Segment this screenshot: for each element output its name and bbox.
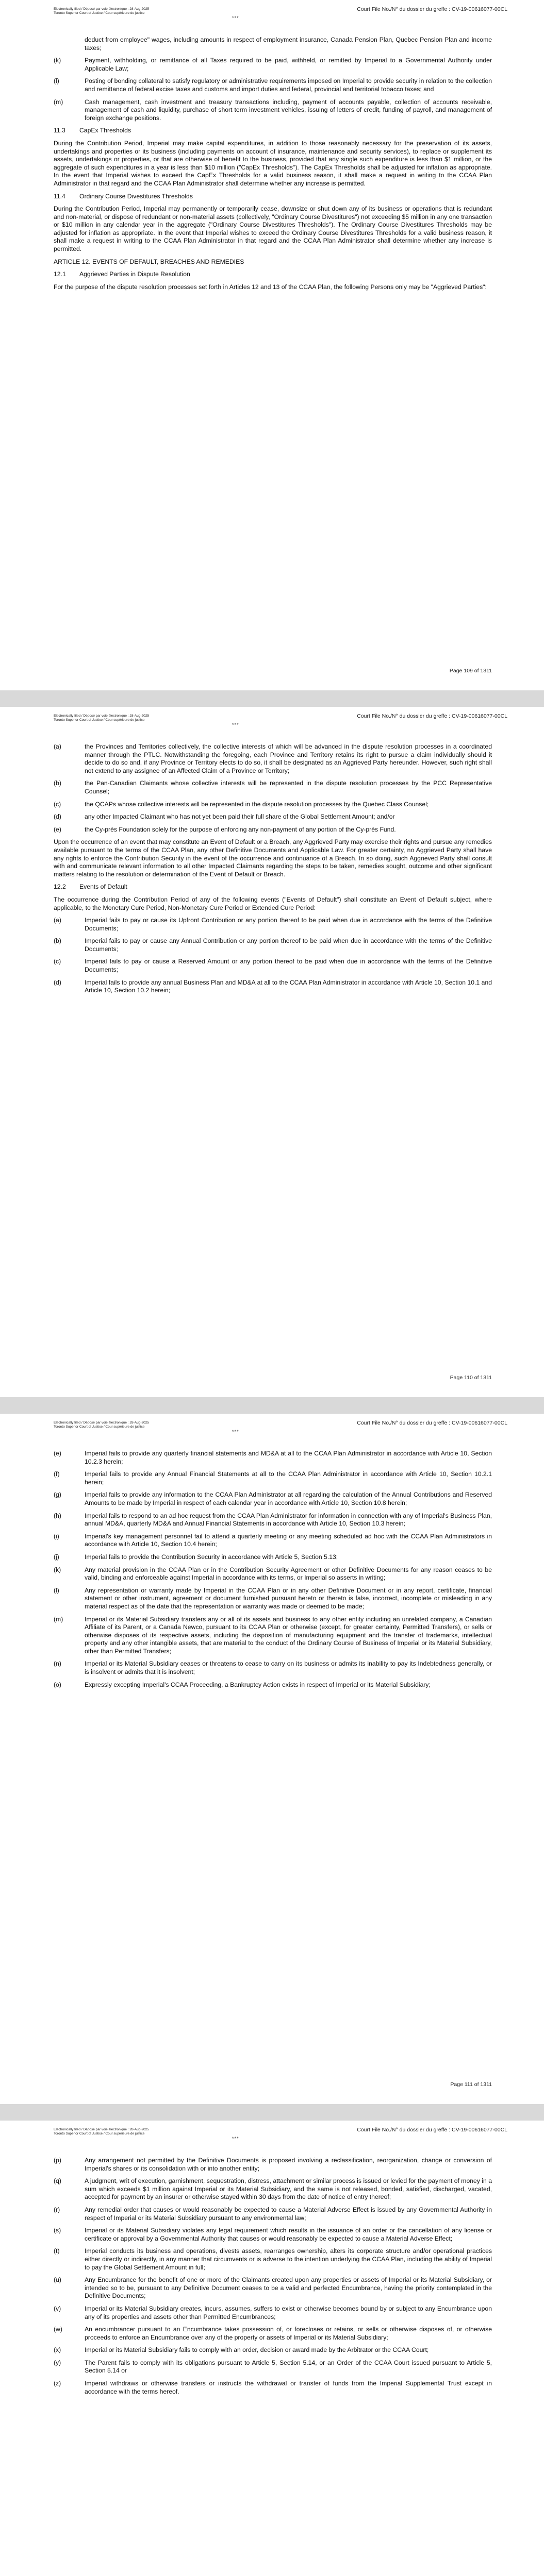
section-title: Ordinary Course Divestitures Thresholds [79, 192, 193, 200]
filing-stamp-line: Toronto Superior Court of Justice / Cour supérieure de justice [54, 1425, 145, 1429]
filing-stamp-line: Electronically filed / Déposé par voie électronique : 28-Aug-2025 [54, 1421, 149, 1425]
list-item-label: (s) [54, 2227, 61, 2234]
header-separator: *** [232, 722, 239, 727]
list-item [54, 743, 492, 775]
paragraph: Upon the occurrence of an event that may constitute an Event of Default or a Breach, any Aggrieved Party may exercise their rights and pursue any remedies available pursuant to the terms of the CCAA Plan, any other Definitive Documents and Applicable Law. For greater certainty, no Aggrieved Party shall have any rights to enforce the Contribution Security in the event of the occurrence and continuance of a Breach. In so doing, such Aggrieved Party shall consult with and communicate relevant information to all other Impacted Claimants regarding the steps to be taken, remedies sought, outcome and other significant matters relating to the resolution or determination of the Event of Default or Breach. [54, 838, 492, 878]
list-item [54, 801, 492, 809]
section-title: Aggrieved Parties in Dispute Resolution [79, 270, 190, 278]
list-item-text: The Parent fails to comply with its obligations pursuant to Article 5, Section 5.14, or an Order of the CCAA Court issued pursuant to Article 5, Section 5.14 or [85, 2359, 492, 2375]
list-item-label: (b) [54, 779, 61, 787]
list-item-text: Imperial's key management personnel fail to attend a quarterly meeting or any meeting scheduled ad hoc with the CCAA Plan Administrators in accordance with Article 10, Section 10.4 herein; [85, 1532, 492, 1548]
list-item-label: (n) [54, 1660, 61, 1668]
page-body [54, 1450, 492, 1693]
page-body [54, 743, 492, 999]
list-item [54, 958, 492, 974]
list-item-text: Imperial fails to provide any annual Business Plan and MD&A at all to the CCAA Plan Administrator in accordance with Article 10, Section 10.1 and Article 10, Section 10.2 herein; [85, 978, 492, 994]
section-heading [54, 193, 492, 201]
list-item [54, 2305, 492, 2321]
list-item-label: (h) [54, 1512, 61, 1519]
filing-stamp-line: Toronto Superior Court of Justice / Cour supérieure de justice [54, 718, 145, 722]
list-item-text: Imperial fails to pay or cause its Upfront Contribution or any portion thereof to be paid when due in accordance with the terms of the Definitive Documents; [85, 917, 492, 932]
list-item-text: Imperial or its Material Subsidiary violates any legal requirement which results in the issuance of an order or the cancellation of any license or certificate or approval by a Governmental Authority that causes or would reasonably be expected to cause a Material Adverse Effect; [85, 2227, 492, 2242]
paragraph: During the Contribution Period, Imperial may make capital expenditures, in addition to those reasonably necessary for the preservation of its assets, undertakings and properties or its business (including payments on account of insurance, maintenance and security services), to replace or supplement its assets, undertakings or properties, or that are otherwise of benefit to the business, provided that any single such expenditure is less than $1 million, or the aggregate of such expenditures in a year is less than $10 million ("CapEx Thresholds"). The CapEx Thresholds shall be adjusted for inflation as appropriate. In the event that Imperial wishes to exceed the CapEx Thresholds for a valid business reason, it shall make a request in writing to the CCAA Plan Administrator in that regard and the CCAA Plan Administrator shall determine whether any increase is permitted. [54, 139, 492, 187]
list-item-text: Imperial or its Material Subsidiary transfers any or all of its assets and business to any other entity including an unrelated company, a Canadian Affiliate of its Parent, or a Canada Newco, pursuant to its CCAA Plan or otherwise (except, for greater certainty, Permitted Transfers), or sells or otherwise disposes of its respective assets, including the disposition of manufacturing equipment and the transfer of trademarks, intellectual property and any other intangible assets, that are material to the conduct of the Ordinary Course of Business of Imperial or its Material Subsidiary, other than Permitted Transfers; [85, 1615, 492, 1655]
list-item-label: (w) [54, 2326, 62, 2333]
list-item-label [54, 36, 85, 52]
list-item-text: Any Encumbrance for the benefit of one or more of the Claimants created upon any properties or assets of Imperial or its Material Subsidiary, or intended so to be, pursuant to any Definitive Document ceases to be a valid and perfected Encumbrance, having the priority contemplated in the Definitive Documents; [85, 2276, 492, 2300]
header-separator: *** [232, 1429, 239, 1434]
list-item [54, 979, 492, 995]
paragraph: For the purpose of the dispute resolution processes set forth in Articles 12 and 13 of the CCAA Plan, the following Persons only may be "Aggrieved Parties": [54, 283, 487, 291]
list-item-text: Imperial conducts its business and operations, divests assets, rearranges ownership, alters its corporate structure and/or operational practices either directly or indirectly, in any manner that circumvents or is adverse to the intention underlying the CCAA Plan, including the ability of Imperial to pay the Global Settlement Amount in full; [85, 2247, 492, 2271]
list-item-text: Expressly excepting Imperial's CCAA Proceeding, a Bankruptcy Action exists in respect of Imperial or its Material Subsidiary; [85, 1681, 431, 1688]
list-item [54, 1587, 492, 1611]
list-item [54, 779, 492, 795]
court-file-number: Court File No./N° du dossier du greffe : CV-19-00616077-00CL [357, 713, 507, 719]
document-page [0, 707, 544, 1397]
list-item-text: the Cy-près Foundation solely for the purpose of enforcing any non-payment of any portion of the Cy-près Fund. [85, 825, 396, 833]
filing-stamp [54, 1421, 149, 1429]
list-item-text: Imperial fails to pay or cause any Annual Contribution or any portion thereof to be paid when due in accordance with the terms of the Definitive Documents; [85, 937, 492, 953]
list-item-text: Imperial fails to provide any Annual Financial Statements at all to the CCAA Plan Administrator in accordance with Article 10, Section 10.2.1 herein; [85, 1470, 492, 1486]
list-item-label: (p) [54, 2157, 61, 2164]
page-body [54, 2157, 492, 2400]
court-file-number: Court File No./N° du dossier du greffe : CV-19-00616077-00CL [357, 2127, 507, 2133]
list-item [54, 77, 492, 93]
list-item-label: (x) [54, 2346, 61, 2354]
list-item [54, 937, 492, 953]
list-item-label: (u) [54, 2276, 61, 2284]
page-header [54, 5, 507, 26]
list-item-text: the Provinces and Territories collectively, the collective interests of which will be advanced in the dispute resolution processes in a coordinated manner through the PTLC. Notwithstanding the foregoing, each Province and Territory retains its right to pursue a claim individually should it decide to do so and, if any Province or Territory elects to do so, it shall be designated as an Aggrieved Party hereunder. However, such right shall not extend to any assignee of an Affected Claim of a Province or Territory; [85, 743, 492, 774]
list-item [54, 1553, 492, 1562]
filing-stamp-line: Electronically filed / Déposé par voie électronique : 28-Aug-2025 [54, 714, 149, 718]
paragraph: The occurrence during the Contribution Period of any of the following events ("Events of Default") shall constitute an Event of Default subject, where applicable, to the Monetary Cure Period, Non-Monetary Cure Period or Extended Cure Period: [54, 895, 492, 911]
list-item-label: (j) [54, 1553, 59, 1561]
list-item-text: Any representation or warranty made by Imperial in the CCAA Plan or in any other Definitive Document or in any report, certificate, financial statement or other instrument, agreement or document furnished pursuant hereto or thereto is false, incorrect, incomplete or misleading in any material respect as of the date that the representation or warranty was made or deemed to be made; [85, 1586, 492, 1610]
list-item-label: (l) [54, 1586, 59, 1594]
filing-stamp-line: Toronto Superior Court of Justice / Cour supérieure de justice [54, 2132, 145, 2136]
list-item-text: the Pan-Canadian Claimants whose collective interests will be represented in the dispute resolution processes by the PCC Representative Counsel; [85, 779, 492, 795]
filing-stamp-line: Electronically filed / Déposé par voie électronique : 28-Aug-2025 [54, 2128, 149, 2131]
list-item-text: An encumbrancer pursuant to an Encumbrance takes possession of, or forecloses or retains, or sells or otherwise disposes of, or otherwise proceeds to enforce an Encumbrance over any of the property or assets of Imperial or its Material Subsidiary; [85, 2326, 492, 2341]
list-item-text: Imperial fails to provide any information to the CCAA Plan Administrator at all regarding the calculation of the Annual Contributions and Reserved Amounts to be made by Imperial in respect of each calendar year in accordance with Article 10, Section 10.8 herein; [85, 1491, 492, 1506]
list-item [54, 2227, 492, 2243]
list-item-text: Imperial fails to respond to an ad hoc request from the CCAA Plan Administrator for information in connection with any of Imperial's Business Plan, annual MD&A, quarterly MD&A and Annual Financial Statements in accordance with Article 10, Section 10.3 herein; [85, 1512, 492, 1528]
document-page [0, 1414, 544, 2104]
page-number: Page 111 of 1311 [450, 2081, 492, 2088]
section-number: 12.1 [54, 270, 66, 278]
list-item-text: Payment, withholding, or remittance of all Taxes required to be paid, withheld, or remitted by Imperial to a Governmental Authority under Applicable Law; [85, 57, 492, 72]
list-item-label: (e) [54, 825, 61, 833]
list-item [54, 1681, 492, 1689]
list-item-label: (t) [54, 2247, 60, 2255]
list-item [54, 57, 492, 73]
section-number: 12.2 [54, 883, 66, 891]
list-item-text: Imperial fails to pay or cause a Reserved Amount or any portion thereof to be paid when due in accordance with the terms of the Definitive Documents; [85, 958, 492, 974]
list-item [54, 813, 492, 821]
list-item-text: Imperial fails to provide the Contribution Security in accordance with Article 5, Section 5.13; [85, 1553, 338, 1561]
list-item-label: (z) [54, 2380, 61, 2387]
list-item-text: Imperial or its Material Subsidiary creates, incurs, assumes, suffers to exist or otherwise becomes bound by or subject to any Encumbrance upon any of its properties and assets other than Permitted Encumbrances; [85, 2304, 492, 2320]
list-item-label: (c) [54, 800, 61, 808]
list-item-label: (a) [54, 743, 61, 750]
list-item-text: Imperial or its Material Subsidiary fails to comply with an order, decision or award made by the Arbitrator or the CCAA Court; [85, 2346, 429, 2354]
list-item-label: (a) [54, 917, 61, 924]
list-item-label: (m) [54, 98, 63, 106]
list-item [54, 2276, 492, 2300]
section-number: 11.3 [54, 127, 65, 134]
list-item [54, 1470, 492, 1486]
list-item [54, 1616, 492, 1656]
list-item-label: (l) [54, 77, 59, 85]
list-item-text: Any material provision in the CCAA Plan or in the Contribution Security Agreement or other Definitive Documents for any reason ceases to be valid, binding and enforceable against Imperial in accordance with its terms, or Imperial so asserts in writing; [85, 1566, 492, 1582]
list-item [54, 1512, 492, 1528]
court-file-number: Court File No./N° du dossier du greffe : CV-19-00616077-00CL [357, 6, 507, 12]
list-item [54, 1660, 492, 1676]
filing-stamp-line: Toronto Superior Court of Justice / Cour supérieure de justice [54, 11, 145, 15]
list-item-label: (e) [54, 1450, 61, 1457]
list-item-label: (m) [54, 1615, 63, 1623]
section-heading [54, 883, 492, 891]
list-item [54, 917, 492, 933]
list-item-text: deduct from employee" wages, including amounts in respect of employment insurance, Canada Pension Plan, Quebec Pension Plan and income taxes; [85, 36, 492, 52]
list-item [54, 2380, 492, 2396]
page-header [54, 2126, 507, 2146]
list-item-label: (k) [54, 1566, 61, 1573]
page-number: Page 109 of 1311 [449, 668, 492, 674]
list-item [54, 2206, 492, 2222]
list-item-text: the QCAPs whose collective interests will be represented in the dispute resolution processes by the Quebec Class Counsel; [85, 800, 429, 808]
list-item-label: (d) [54, 813, 61, 821]
section-heading [54, 127, 492, 135]
list-item-label: (k) [54, 57, 61, 64]
list-item-label: (g) [54, 1491, 61, 1499]
page-header [54, 712, 507, 733]
list-item [54, 826, 492, 834]
paragraph: During the Contribution Period, Imperial may permanently or temporarily cease, downsize or shut down any of its business or operations that is redundant and non-material, or dispose of redundant or non-material assets (collectively, "Ordinary Course Divestitures") not exceeding $5 million in any one transaction or $10 million in any calendar year in the aggregate ("Ordinary Course Divestitures Thresholds"). The Ordinary Course Divestitures Thresholds may be adjusted for inflation as appropriate. In the event that Imperial wishes to exceed the Ordinary Course Divestitures Thresholds for a valid business reason, it shall make a request in writing to the CCAA Plan Administrator in that regard and the CCAA Plan Administrator shall determine whether any increase is permitted. [54, 205, 492, 253]
section-number: 11.4 [54, 192, 65, 200]
document-page [0, 0, 544, 690]
list-item-label: (v) [54, 2304, 61, 2312]
list-item-label: (y) [54, 2359, 61, 2366]
filing-stamp [54, 7, 149, 15]
list-item [54, 2359, 492, 2375]
list-item-label: (i) [54, 1532, 59, 1540]
list-item [54, 1450, 492, 1466]
list-item [54, 1566, 492, 1582]
list-item-text: any other Impacted Claimant who has not yet been paid their full share of the Global Settlement Amount; and/or [85, 813, 395, 821]
list-item-text: Any remedial order that causes or would reasonably be expected to cause a Material Adverse Effect is issued by any Governmental Authority in respect of Imperial or its Material Subsidiary pursuant to any environmental law; [85, 2206, 492, 2222]
list-item-label: (b) [54, 937, 61, 945]
page-number: Page 110 of 1311 [450, 1375, 492, 1381]
list-item-label: (o) [54, 1681, 61, 1688]
list-item [54, 2326, 492, 2342]
list-item-text: A judgment, writ of execution, garnishment, sequestration, distress, attachment or similar process is issued or levied for the payment of money in a sum which exceeds $1 million against Imperial or its Material Subsidiary, and the same is not released, bonded, satisfied, discharged, vacated, accepted for payment by an insurer or otherwise stayed within 30 days from the date of notice of entry thereof; [85, 2177, 492, 2201]
list-item [54, 98, 492, 123]
court-file-number: Court File No./N° du dossier du greffe : CV-19-00616077-00CL [357, 1420, 507, 1426]
filing-stamp-line: Electronically filed / Déposé par voie électronique : 28-Aug-2025 [54, 7, 149, 11]
list-item-text: Imperial withdraws or otherwise transfers or instructs the withdrawal or transfer of funds from the Imperial Supplemental Trust except in accordance with the terms hereof. [85, 2380, 492, 2395]
list-item-label: (d) [54, 978, 61, 986]
header-separator: *** [232, 15, 239, 21]
list-item [54, 2157, 492, 2173]
list-item-label: (q) [54, 2177, 61, 2185]
header-separator: *** [232, 2136, 239, 2141]
section-heading [54, 270, 492, 279]
filing-stamp [54, 2128, 149, 2136]
list-item [54, 2247, 492, 2272]
list-item [54, 1491, 492, 1507]
list-item-text: Any arrangement not permitted by the Definitive Documents is proposed involving a reclassification, reorganization, change or conversion of Imperial's shares or its consolidation with or into another entity; [85, 2157, 492, 2172]
list-item [54, 2346, 492, 2354]
filing-stamp [54, 714, 149, 722]
list-item-text: Posting of bonding collateral to satisfy regulatory or administrative requirements imposed on Imperial to provide security in relation to the collection and remittance of federal excise taxes and customs and import duties and federal, provincial and territorial tobacco taxes; and [85, 77, 492, 93]
list-item-text: Cash management, cash investment and treasury transactions including, payment of accounts payable, collection of accounts receivable, management of cash and liquidity, purchase of short term investment vehicles, issuing of letters of credit, funding of payroll, and management of foreign exchange positions. [85, 98, 492, 122]
section-title: CapEx Thresholds [79, 127, 131, 134]
page-body [54, 36, 492, 296]
list-item [54, 1533, 492, 1549]
list-item-text: Imperial fails to provide any quarterly financial statements and MD&A at all to the CCAA Plan Administrator in accordance with Article 10, Section 10.2.3 herein; [85, 1450, 492, 1465]
list-item [54, 2177, 492, 2201]
article-heading: ARTICLE 12. EVENTS OF DEFAULT, BREACHES AND REMEDIES [54, 258, 244, 265]
page-header [54, 1419, 507, 1439]
list-item-text: Imperial or its Material Subsidiary ceases or threatens to cease to carry on its business or admits its inability to pay its Indebtedness generally, or is insolvent or admits that it is insolvent; [85, 1660, 492, 1676]
list-item-label: (c) [54, 958, 61, 965]
document-page [0, 2121, 544, 2576]
list-item-label: (f) [54, 1470, 60, 1478]
list-item-label: (r) [54, 2206, 60, 2213]
list-item [54, 36, 492, 52]
section-title: Events of Default [79, 883, 127, 891]
